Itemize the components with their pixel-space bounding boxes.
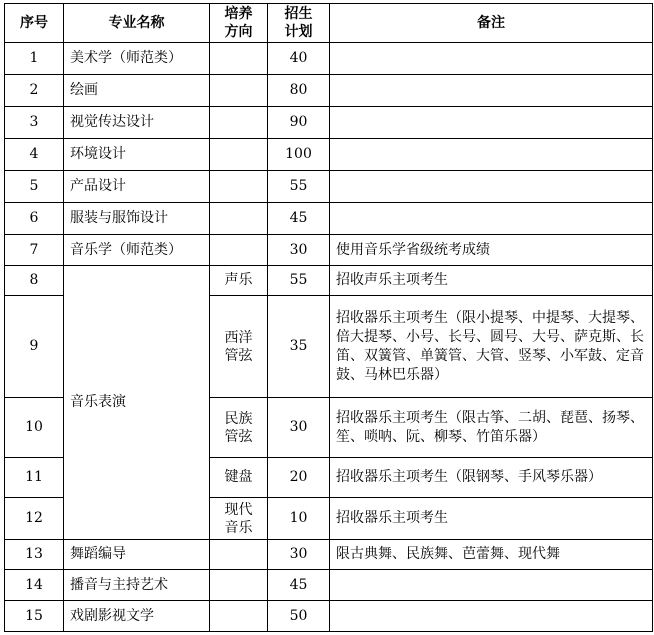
cell-seq: 11 [5, 458, 64, 498]
cell-major: 戏剧影视文学 [64, 601, 210, 632]
cell-direction [210, 43, 268, 75]
cell-major: 环境设计 [64, 139, 210, 171]
cell-seq: 2 [5, 75, 64, 107]
cell-direction [210, 203, 268, 235]
header-major: 专业名称 [64, 4, 210, 43]
cell-direction: 键盘 [210, 458, 268, 498]
enrollment-plan-table [4, 3, 653, 632]
cell-direction: 西洋管弦 [210, 296, 268, 398]
cell-note: 招收器乐主项考生（限钢琴、手风琴乐器） [330, 458, 653, 498]
cell-direction [210, 139, 268, 171]
cell-plan: 30 [268, 398, 330, 458]
cell-major-merged: 音乐表演 [64, 266, 210, 540]
table-row [5, 235, 653, 266]
cell-seq: 14 [5, 570, 64, 601]
cell-note [330, 139, 653, 171]
cell-note: 使用音乐学省级统考成绩 [330, 235, 653, 266]
cell-major: 美术学（师范类） [64, 43, 210, 75]
cell-seq: 3 [5, 107, 64, 139]
cell-seq: 5 [5, 171, 64, 203]
cell-major: 播音与主持艺术 [64, 570, 210, 601]
cell-plan: 40 [268, 43, 330, 75]
header-seq: 序号 [5, 4, 64, 43]
header-direction: 培养方向 [210, 4, 268, 43]
cell-direction [210, 75, 268, 107]
cell-note [330, 171, 653, 203]
cell-note [330, 107, 653, 139]
cell-seq: 4 [5, 139, 64, 171]
cell-note [330, 43, 653, 75]
header-row [5, 4, 653, 43]
cell-major: 音乐学（师范类） [64, 235, 210, 266]
cell-note: 招收器乐主项考生 [330, 498, 653, 540]
cell-seq: 15 [5, 601, 64, 632]
table-row [5, 75, 653, 107]
header-note: 备注 [330, 4, 653, 43]
cell-plan: 50 [268, 601, 330, 632]
table-row [5, 540, 653, 570]
cell-plan: 30 [268, 540, 330, 570]
cell-plan: 45 [268, 203, 330, 235]
cell-note: 招收器乐主项考生（限古筝、二胡、琵琶、扬琴、笙、唢呐、阮、柳琴、竹笛乐器） [330, 398, 653, 458]
cell-direction: 声乐 [210, 266, 268, 296]
cell-note [330, 570, 653, 601]
cell-major: 舞蹈编导 [64, 540, 210, 570]
cell-plan: 20 [268, 458, 330, 498]
table-row [5, 266, 653, 296]
cell-seq: 13 [5, 540, 64, 570]
table-row [5, 203, 653, 235]
table-row [5, 139, 653, 171]
cell-direction [210, 107, 268, 139]
cell-seq: 8 [5, 266, 64, 296]
cell-seq: 6 [5, 203, 64, 235]
cell-seq: 9 [5, 296, 64, 398]
cell-direction [210, 235, 268, 266]
cell-direction [210, 570, 268, 601]
table-row [5, 601, 653, 632]
cell-plan: 35 [268, 296, 330, 398]
cell-major: 绘画 [64, 75, 210, 107]
cell-seq: 12 [5, 498, 64, 540]
cell-seq: 7 [5, 235, 64, 266]
cell-note [330, 601, 653, 632]
cell-note: 招收器乐主项考生（限小提琴、中提琴、大提琴、倍大提琴、小号、长号、圆号、大号、萨克斯、长笛、双簧管、单簧管、大管、竖琴、小军鼓、定音鼓、马林巴乐器） [330, 296, 653, 398]
cell-note: 招收声乐主项考生 [330, 266, 653, 296]
cell-plan: 45 [268, 570, 330, 601]
cell-note: 限古典舞、民族舞、芭蕾舞、现代舞 [330, 540, 653, 570]
cell-plan: 90 [268, 107, 330, 139]
table-row [5, 43, 653, 75]
header-plan: 招生计划 [268, 4, 330, 43]
cell-plan: 30 [268, 235, 330, 266]
cell-direction [210, 171, 268, 203]
cell-direction: 民族管弦 [210, 398, 268, 458]
cell-major: 视觉传达设计 [64, 107, 210, 139]
cell-direction: 现代音乐 [210, 498, 268, 540]
cell-plan: 80 [268, 75, 330, 107]
cell-plan: 55 [268, 266, 330, 296]
cell-note [330, 75, 653, 107]
cell-note [330, 203, 653, 235]
cell-seq: 10 [5, 398, 64, 458]
cell-direction [210, 601, 268, 632]
cell-major: 产品设计 [64, 171, 210, 203]
cell-plan: 10 [268, 498, 330, 540]
cell-plan: 55 [268, 171, 330, 203]
table-row [5, 107, 653, 139]
cell-seq: 1 [5, 43, 64, 75]
cell-direction [210, 540, 268, 570]
table-row [5, 171, 653, 203]
table-row [5, 570, 653, 601]
cell-plan: 100 [268, 139, 330, 171]
cell-major: 服装与服饰设计 [64, 203, 210, 235]
